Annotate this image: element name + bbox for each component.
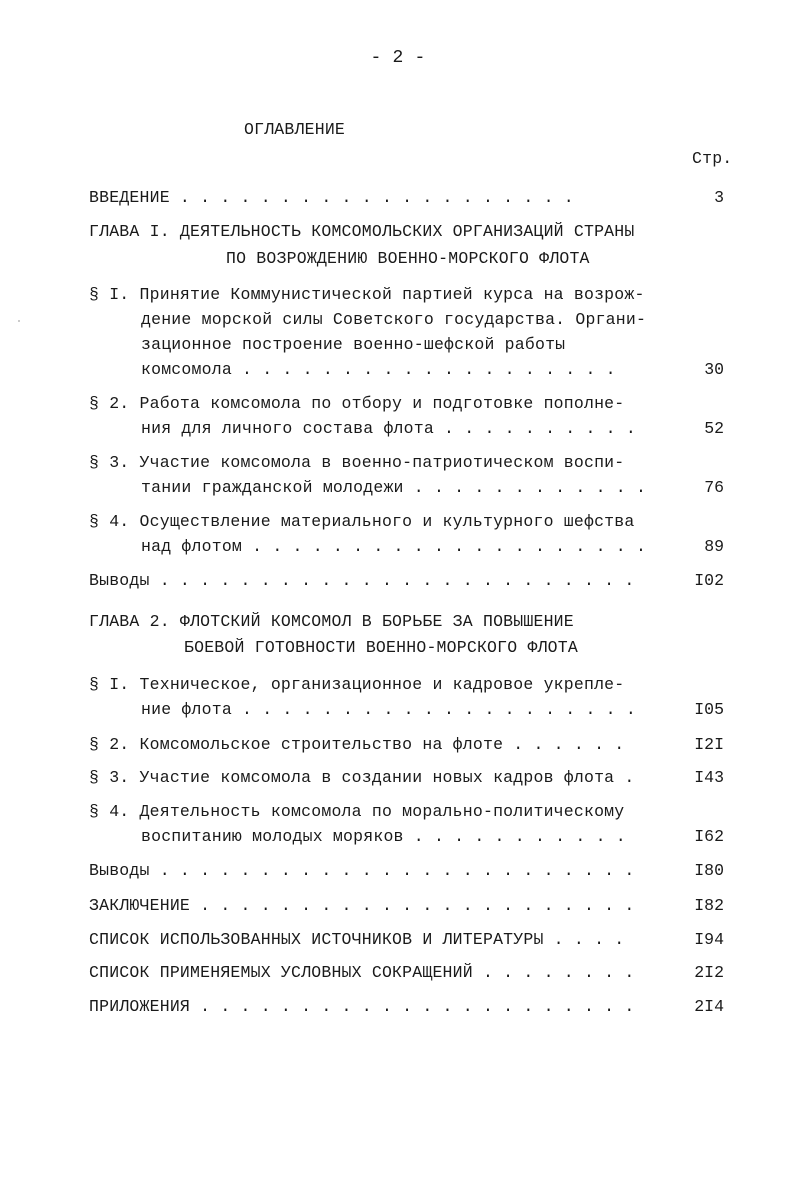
toc-page-ch1-section-3: 76 [704,478,724,497]
scan-speck [18,320,20,322]
toc-page-ch1-section-4: 89 [704,537,724,556]
toc-entry-appendices: ПРИЛОЖЕНИЯ . . . . . . . . . . . . . . . . . . . . . . [89,997,635,1016]
toc-page-ch1-conclusions: I02 [694,571,724,590]
toc-page-conclusion: I82 [694,896,724,915]
toc-page-abbreviations: 2I2 [694,963,724,982]
toc-title: ОГЛАВЛЕНИЕ [244,120,346,139]
toc-page-introduction: 3 [714,188,724,207]
toc-ch1-section-4-line-2: над флотом . . . . . . . . . . . . . . . . . . . . [141,537,647,556]
toc-ch2-conclusions: Выводы . . . . . . . . . . . . . . . . . . . . . . . . [89,861,635,880]
toc-page-ch2-section-4: I62 [694,827,724,846]
toc-chapter-2-title: ГЛАВА 2. ФЛОТСКИЙ КОМСОМОЛ В БОРЬБЕ ЗА ПОВЫШЕНИЕ [89,612,574,631]
toc-page-ch2-section-1: I05 [694,700,724,719]
toc-page-ch1-section-2: 52 [704,419,724,438]
toc-ch1-section-1-line-4: комсомола . . . . . . . . . . . . . . . . . . . [141,360,616,379]
pages-column-label: Стр. [692,149,733,168]
toc-ch1-section-2-line-2: ния для личного состава флота . . . . . . . . . . [141,419,636,438]
toc-ch1-section-1-line-3: зационное построение военно-шефской работы [141,335,566,354]
toc-ch1-section-1-line-1: § I. Принятие Коммунистической партией курса на возрож- [89,285,645,304]
toc-ch1-section-3-line-2: тании гражданской молодежи . . . . . . . . . . . . [141,478,647,497]
toc-ch1-section-2-line-1: § 2. Работа комсомола по отбору и подготовке пополне- [89,394,625,413]
toc-page-ch2-section-2: I2I [694,735,724,754]
toc-ch2-section-3: § 3. Участие комсомола в создании новых кадров флота . [89,768,635,787]
toc-ch2-section-1-line-1: § I. Техническое, организационное и кадровое укрепле- [89,675,625,694]
toc-page-appendices: 2I4 [694,997,724,1016]
page-number: - 2 - [370,48,426,68]
toc-page-sources: I94 [694,930,724,949]
toc-ch1-conclusions: Выводы . . . . . . . . . . . . . . . . . . . . . . . . [89,571,635,590]
toc-ch1-section-1-line-2: дение морской силы Советского государства. Органи- [141,310,647,329]
toc-chapter-1-title-cont: ПО ВОЗРОЖДЕНИЮ ВОЕННО-МОРСКОГО ФЛОТА [226,249,590,268]
toc-page-ch2-conclusions: I80 [694,861,724,880]
toc-chapter-1-title: ГЛАВА I. ДЕЯТЕЛЬНОСТЬ КОМСОМОЛЬСКИХ ОРГАНИЗАЦИЙ СТРАНЫ [89,222,635,241]
toc-chapter-2-title-cont: БОЕВОЙ ГОТОВНОСТИ ВОЕННО-МОРСКОГО ФЛОТА [184,638,578,657]
toc-page-ch1-section-1: 30 [704,360,724,379]
toc-ch1-section-4-line-1: § 4. Осуществление материального и культурного шефства [89,512,635,531]
toc-entry-abbreviations: СПИСОК ПРИМЕНЯЕМЫХ УСЛОВНЫХ СОКРАЩЕНИЙ . . . . . . . . [89,963,635,982]
toc-ch2-section-4-line-1: § 4. Деятельность комсомола по морально-политическому [89,802,625,821]
toc-ch1-section-3-line-1: § 3. Участие комсомола в военно-патриотическом воспи- [89,453,625,472]
toc-entry-introduction: ВВЕДЕНИЕ . . . . . . . . . . . . . . . . . . . . [89,188,574,207]
toc-page-ch2-section-3: I43 [694,768,724,787]
toc-entry-conclusion: ЗАКЛЮЧЕНИЕ . . . . . . . . . . . . . . . . . . . . . . [89,896,635,915]
toc-ch2-section-1-line-2: ние флота . . . . . . . . . . . . . . . . . . . . [141,700,636,719]
toc-ch2-section-2: § 2. Комсомольское строительство на флоте . . . . . . [89,735,625,754]
toc-entry-sources: СПИСОК ИСПОЛЬЗОВАННЫХ ИСТОЧНИКОВ И ЛИТЕРАТУРЫ . . . . [89,930,625,949]
toc-ch2-section-4-line-2: воспитанию молодых моряков . . . . . . . . . . . [141,827,626,846]
